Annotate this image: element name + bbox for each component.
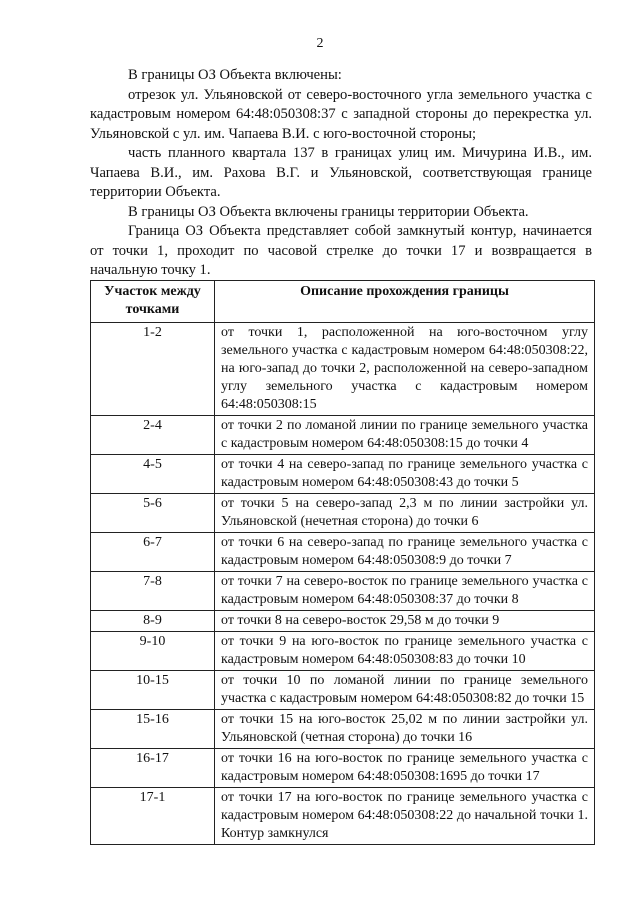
table-row [91, 671, 595, 710]
table-row [91, 749, 595, 788]
table-header-row [91, 281, 595, 323]
segment-cell: 8-9 [91, 611, 215, 632]
segment-cell: 16-17 [91, 749, 215, 788]
segment-cell: 10-15 [91, 671, 215, 710]
table-row [91, 710, 595, 749]
paragraph-contour-description: Граница ОЗ Объекта представляет собой замкнутый контур, начинается от точки 1, проходит по часовой стрелке до точки 17 и возвращается в начальную точку 1. [90, 223, 592, 278]
paragraph-territory-included: В границы ОЗ Объекта включены границы территории Объекта. [128, 203, 529, 220]
segment-cell: 2-4 [91, 416, 215, 455]
segment-cell: 9-10 [91, 632, 215, 671]
table-row [91, 533, 595, 572]
description-cell: от точки 15 на юго-восток 25,02 м по линии застройки ул. Ульяновской (четная сторона) до точки 16 [215, 710, 595, 749]
table-row [91, 323, 595, 416]
boundary-table [90, 280, 595, 845]
description-cell: от точки 6 на северо-запад по границе земельного участка с кадастровым номером 64:48:050308:9 до точки 7 [215, 533, 595, 572]
table-row [91, 572, 595, 611]
header-segment: Участок между точками [91, 281, 215, 323]
description-cell: от точки 8 на северо-восток 29,58 м до точки 9 [215, 611, 595, 632]
segment-cell: 7-8 [91, 572, 215, 611]
segment-cell: 5-6 [91, 494, 215, 533]
description-cell: от точки 2 по ломаной линии по границе земельного участка с кадастровым номером 64:48:050308:15 до точки 4 [215, 416, 595, 455]
table-row [91, 632, 595, 671]
header-description: Описание прохождения границы [215, 281, 595, 323]
body-text [90, 66, 592, 281]
description-cell: от точки 9 на юго-восток по границе земельного участка с кадастровым номером 64:48:050308:83 до точки 10 [215, 632, 595, 671]
description-cell: от точки 4 на северо-запад по границе земельного участка с кадастровым номером 64:48:050308:43 до точки 5 [215, 455, 595, 494]
paragraph-street-segment: отрезок ул. Ульяновской от северо-восточного угла земельного участка с кадастровым номером 64:48:050308:37 с западной стороны до перекрестка ул. Ульяновской с ул. им. Чапаева В.И. с юго-восточной стороны; [90, 86, 592, 142]
segment-cell: 1-2 [91, 323, 215, 416]
description-cell: от точки 7 на северо-восток по границе земельного участка с кадастровым номером 64:48:050308:37 до точки 8 [215, 572, 595, 611]
segment-cell: 6-7 [91, 533, 215, 572]
description-cell: от точки 5 на северо-запад 2,3 м по линии застройки ул. Ульяновской (нечетная сторона) до точки 6 [215, 494, 595, 533]
description-cell: от точки 16 на юго-восток по границе земельного участка с кадастровым номером 64:48:050308:1695 до точки 17 [215, 749, 595, 788]
description-cell: от точки 17 на юго-восток по границе земельного участка с кадастровым номером 64:48:050308:22 до начальной точки 1. Контур замкнулся [215, 788, 595, 845]
table-row [91, 416, 595, 455]
table-row [91, 455, 595, 494]
description-cell: от точки 1, расположенной на юго-восточном углу земельного участка с кадастровым номером 64:48:050308:22, на юго-запад до точки 2, расположенной на северо-западном углу земельного участка с кадастровым номером 64:48:050308:15 [215, 323, 595, 416]
table-row [91, 611, 595, 632]
paragraph-block-part: часть планного квартала 137 в границах улиц им. Мичурина И.В., им. Чапаева В.И., им. Рахова В.Г. и Ульяновской, соответствующая границе территории Объекта. [90, 145, 592, 200]
table-row [91, 788, 595, 845]
page-number: 2 [316, 36, 324, 51]
description-cell: от точки 10 по ломаной линии по границе земельного участка с кадастровым номером 64:48:050308:82 до точки 15 [215, 671, 595, 710]
segment-cell: 4-5 [91, 455, 215, 494]
table-row [91, 494, 595, 533]
paragraph-included-heading: В границы ОЗ Объекта включены: [128, 67, 342, 83]
segment-cell: 17-1 [91, 788, 215, 845]
segment-cell: 15-16 [91, 710, 215, 749]
